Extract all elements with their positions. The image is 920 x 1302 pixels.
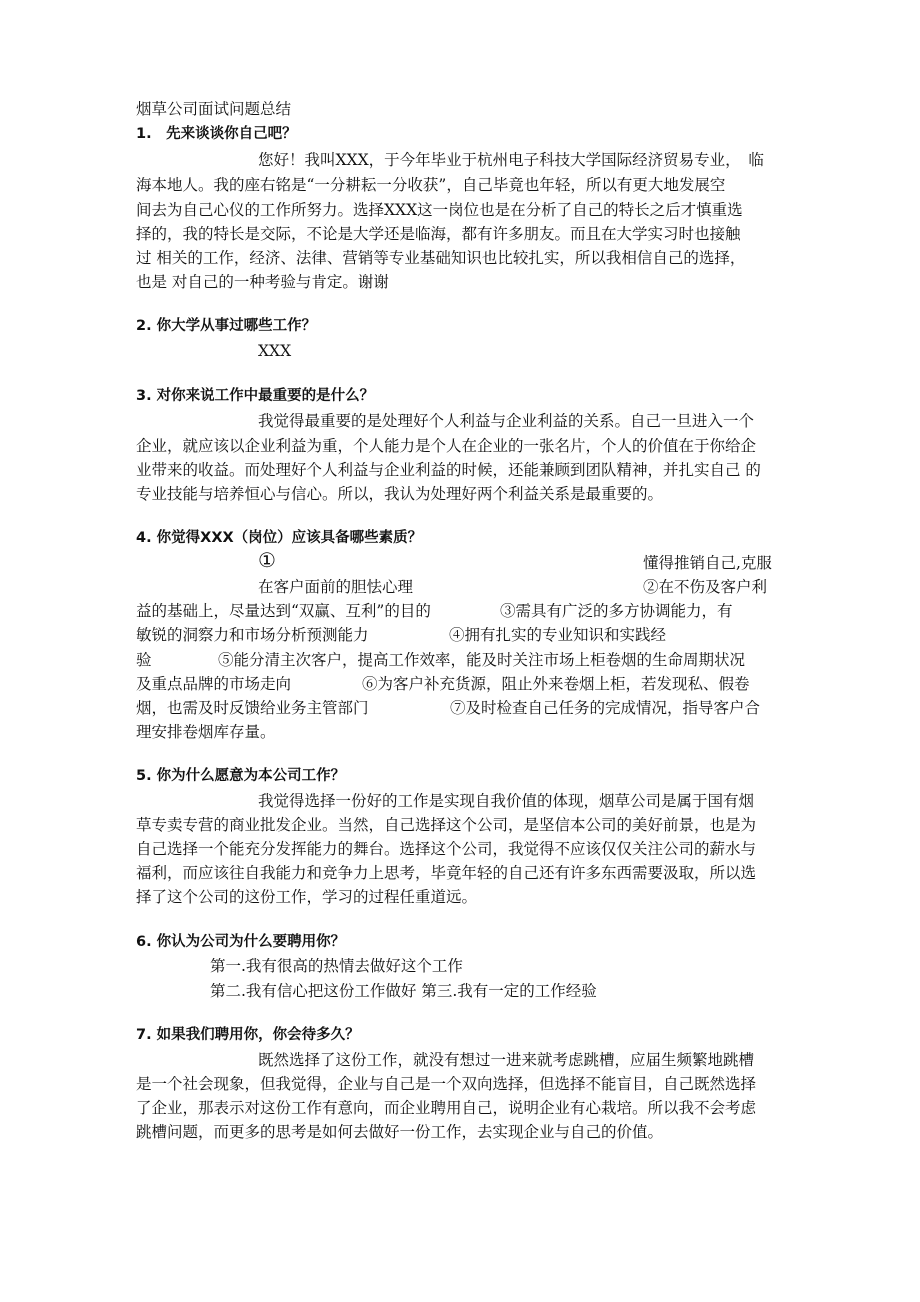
answer-4-line: ④拥有扎实的专业知识和实践经 [449, 626, 667, 644]
answer-7-line: 了企业，那表示对这份工作有意向，而企业聘用自己，说明企业有心栽培。所以我不会考虑 [136, 1099, 757, 1117]
answer-1-line: 海本地人。我的座右铭是“一分耕耘一分收获”，自己毕竟也年轻，所以有更大地发展空 [136, 176, 726, 194]
answer-4-line: ③需具有广泛的多方协调能力，有 [500, 602, 733, 620]
answer-7-line: 既然选择了这份工作，就没有想过一进来就考虑跳槽，应届生频繁地跳槽 [258, 1051, 755, 1069]
answer-6-line: 第二.我有信心把这份工作做好 第三.我有一定的工作经验 [210, 982, 597, 1000]
answer-5-line: 我觉得选择一份好的工作是实现自我价值的体现，烟草公司是属于国有烟 [258, 792, 755, 810]
question-6-heading: 6. 你认为公司为什么要聘用你？ [136, 934, 346, 950]
answer-5-line: 草专卖专营的商业批发企业。当然，自己选择这个公司，是坚信本公司的美好前景，也是为 [136, 816, 757, 834]
question-2-heading: 2. 你大学从事过哪些工作？ [136, 318, 317, 334]
document-title: 烟草公司面试问题总结 [136, 100, 292, 118]
answer-4-line: 烟，也需及时反馈给业务主管部门 [136, 699, 369, 717]
answer-7-line: 是一个社会现象，但我觉得，企业与自己是一个双向选择，但选择不能盲目，自己既然选择 [136, 1075, 757, 1093]
answer-4-line: 及重点品牌的市场走向 [136, 675, 292, 693]
answer-5-line: 择了这个公司的这份工作，学习的过程任重道远。 [136, 888, 478, 906]
answer-5-line: 自己选择一个能充分发挥能力的舞台。选择这个公司，我觉得不应该仅仅关注公司的薪水与 [136, 840, 757, 858]
answer-1-line: 间去为自己心仪的工作所努力。选择XXX这一岗位也是在分析了自己的特长之后才慎重选 [136, 201, 743, 219]
answer-3-line: 专业技能与培养恒心与信心。所以，我认为处理好两个利益关系是最重要的。 [136, 485, 664, 503]
answer-4-line: 在客户面前的胆怯心理 [258, 578, 414, 596]
answer-3-line: 企业，就应该以企业利益为重，个人能力是个人在企业的一张名片，个人的价值在于你给企 [136, 437, 757, 455]
answer-1-line: 您好！我叫XXX，于今年毕业于杭州电子科技大学国际经济贸易专业， 临 [258, 151, 764, 169]
answer-4-line: 验 [136, 651, 152, 669]
answer-4-line: 理安排卷烟库存量。 [136, 723, 276, 741]
answer-4-line: ②在不伤及客户利 [643, 578, 768, 596]
answer-3-line: 我觉得最重要的是处理好个人利益与企业利益的关系。自己一旦进入一个 [258, 412, 755, 430]
answer-4-line: ⑤能分清主次客户，提高工作效率，能及时关注市场上柜卷烟的生命周期状况 [218, 651, 746, 669]
answer-5-line: 福利，而应该往自我能力和竞争力上思考，毕竟年轻的自己还有许多东西需要汲取，所以选 [136, 864, 757, 882]
answer-2-line: XXX [258, 342, 292, 360]
answer-6-line: 第一.我有很高的热情去做好这个工作 [210, 957, 463, 975]
answer-4-line: 益的基础上，尽量达到“双赢、互利”的目的 [136, 602, 431, 620]
question-3-heading: 3. 对你来说工作中最重要的是什么？ [136, 388, 375, 404]
question-1-heading: 1. 先来谈谈你自己吧？ [136, 126, 297, 142]
question-4-heading: 4. 你觉得XXX（岗位）应该具备哪些素质？ [136, 530, 423, 546]
question-7-heading: 7. 如果我们聘用你，你会待多久？ [136, 1027, 360, 1043]
answer-1-line: 也是 对自己的一种考验与肯定。谢谢 [136, 273, 389, 291]
answer-4-line: ⑦及时检查自己任务的完成情况，指导客户合 [450, 699, 761, 717]
answer-1-line: 过 相关的工作，经济、法律、营销等专业基础知识也比较扎实，所以我相信自己的选择， [136, 249, 746, 267]
answer-1-line: 择的，我的特长是交际，不论是大学还是临海，都有许多朋友。而且在大学实习时也接触 [136, 225, 741, 243]
answer-4-line: 敏锐的洞察力和市场分析预测能力 [136, 626, 369, 644]
answer-7-line: 跳槽问题，而更多的思考是如何去做好一份工作，去实现企业与自己的价值。 [136, 1123, 664, 1141]
question-5-heading: 5. 你为什么愿意为本公司工作？ [136, 768, 346, 784]
answer-3-line: 业带来的收益。而处理好个人利益与企业利益的时候，还能兼顾到团队精神，并扎实自己 的 [136, 461, 761, 479]
answer-4-line: ⑥为客户补充货源，阻止外来卷烟上柜，若发现私、假卷 [362, 675, 750, 693]
answer-4-item-1-marker: ① [258, 548, 276, 572]
answer-4-line: 懂得推销自己,克服 [643, 554, 772, 572]
